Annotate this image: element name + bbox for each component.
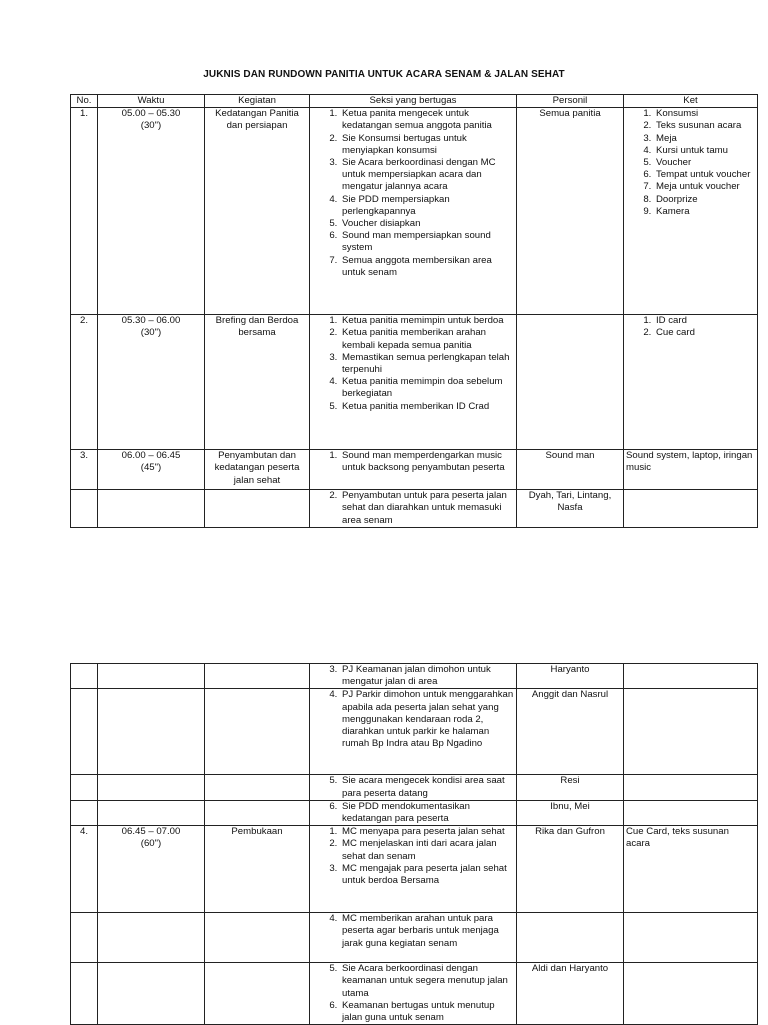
seksi-cell bbox=[310, 664, 517, 689]
ket-list bbox=[626, 315, 755, 339]
ket-cell bbox=[624, 664, 758, 689]
table-row bbox=[71, 108, 758, 315]
no-cell bbox=[71, 963, 98, 1025]
personil-cell bbox=[517, 490, 624, 528]
list-item: 2. Teks susunan acara bbox=[654, 120, 755, 132]
kegiatan-cell bbox=[205, 315, 310, 450]
seksi-cell bbox=[310, 913, 517, 963]
seksi-cell bbox=[310, 490, 517, 528]
personil-cell bbox=[517, 775, 624, 800]
duration: (30") bbox=[140, 327, 162, 339]
list-item: 3. Sie Acara berkoordinasi dengan MC untuk mempersiapkan acara dan mengatur jalannya acara bbox=[340, 157, 514, 194]
seksi-cell bbox=[310, 315, 517, 450]
seksi-list bbox=[312, 963, 514, 1024]
list-item: 1. Konsumsi bbox=[654, 108, 755, 120]
list-item: 6. Sound man mempersiapkan sound system bbox=[340, 230, 514, 254]
kegiatan-cell bbox=[205, 108, 310, 315]
list-item: 9. Kamera bbox=[654, 206, 755, 218]
header-seksi: Seksi yang bertugas bbox=[310, 95, 517, 108]
kegiatan-cell bbox=[205, 664, 310, 689]
list-item: 3. Meja bbox=[654, 133, 755, 145]
waktu-cell bbox=[98, 689, 205, 775]
header-waktu: Waktu bbox=[98, 95, 205, 108]
seksi-list bbox=[312, 664, 514, 688]
personnel: Ibnu, Mei bbox=[550, 800, 590, 812]
ket-cell bbox=[624, 775, 758, 800]
waktu-cell bbox=[98, 490, 205, 528]
list-item: 3. Memastikan semua perlengkapan telah terpenuhi bbox=[340, 352, 514, 376]
table-row bbox=[71, 826, 758, 913]
list-item: 7. Semua anggota membersikan area untuk senam bbox=[340, 255, 514, 279]
list-item: 6. Tempat untuk voucher bbox=[654, 169, 755, 181]
table-row bbox=[71, 450, 758, 490]
ket-cell bbox=[624, 913, 758, 963]
seksi-cell bbox=[310, 826, 517, 913]
list-item: 1. Ketua panitia memimpin untuk berdoa bbox=[340, 315, 514, 327]
list-item: 6. Sie PDD mendokumentasikan kedatangan para peserta bbox=[340, 801, 514, 825]
list-item: 1. Sound man memperdengarkan music untuk backsong penyambutan peserta bbox=[340, 450, 514, 474]
list-item: 5. Sie acara mengecek kondisi area saat para peserta datang bbox=[340, 775, 514, 799]
list-item: 4. PJ Parkir dimohon untuk menggarahkan apabila ada peserta jalan sehat yang menggunakan kendaraan roda 2, diarahkan untuk parkir ke halaman rumah Bp Indra atau Bp Ngadino bbox=[340, 689, 514, 750]
kegiatan-cell bbox=[205, 775, 310, 800]
ket-cell bbox=[624, 963, 758, 1025]
rundown-table-part-2 bbox=[70, 663, 758, 1025]
waktu-cell bbox=[98, 450, 205, 490]
time-range: 05.00 – 05.30 bbox=[121, 108, 181, 120]
ket-cell bbox=[624, 315, 758, 450]
personnel: Resi bbox=[560, 775, 580, 787]
row-number: 2. bbox=[79, 315, 88, 327]
ket-text: Sound system, laptop, iringan music bbox=[626, 450, 753, 474]
list-item: 4. Ketua panitia memimpin doa sebelum berkegiatan bbox=[340, 376, 514, 400]
list-item: 2. MC menjelaskan inti dari acara jalan sehat dan senam bbox=[340, 838, 514, 862]
rundown-table-part-1 bbox=[70, 94, 758, 528]
kegiatan-cell bbox=[205, 826, 310, 913]
list-item: 8. Doorprize bbox=[654, 194, 755, 206]
seksi-list bbox=[312, 913, 514, 950]
waktu-cell bbox=[98, 664, 205, 689]
row-number: 4. bbox=[79, 826, 88, 838]
seksi-cell bbox=[310, 689, 517, 775]
personil-cell bbox=[517, 800, 624, 825]
list-item: 5. Voucher disiapkan bbox=[340, 218, 514, 230]
list-item: 1. MC menyapa para peserta jalan sehat bbox=[340, 826, 514, 838]
seksi-cell bbox=[310, 450, 517, 490]
header-kegiatan: Kegiatan bbox=[205, 95, 310, 108]
personnel: Aldi dan Haryanto bbox=[531, 963, 609, 975]
header-row bbox=[71, 95, 758, 108]
personnel: Semua panitia bbox=[539, 108, 601, 120]
list-item: 2. Cue card bbox=[654, 327, 755, 339]
waktu-cell bbox=[98, 963, 205, 1025]
kegiatan-cell bbox=[205, 963, 310, 1025]
list-item: 3. MC mengajak para peserta jalan sehat untuk berdoa Bersama bbox=[340, 863, 514, 887]
personil-cell bbox=[517, 450, 624, 490]
list-item: 5. Ketua panitia memberikan ID Crad bbox=[340, 401, 514, 413]
activity: Kedatangan Panitia dan persiapan bbox=[215, 108, 299, 132]
document-title: JUKNIS DAN RUNDOWN PANITIA UNTUK ACARA SENAM & JALAN SEHAT bbox=[203, 69, 565, 80]
list-item: 1. ID card bbox=[654, 315, 755, 327]
list-item: 3. PJ Keamanan jalan dimohon untuk mengatur jalan di area bbox=[340, 664, 514, 688]
kegiatan-cell bbox=[205, 450, 310, 490]
list-item: 7. Meja untuk voucher bbox=[654, 181, 755, 193]
seksi-cell bbox=[310, 800, 517, 825]
activity: Pembukaan bbox=[231, 826, 283, 838]
waktu-cell bbox=[98, 826, 205, 913]
list-item: 6. Keamanan bertugas untuk menutup jalan guna untuk senam bbox=[340, 1000, 514, 1024]
row-number: 3. bbox=[79, 450, 88, 462]
table-row bbox=[71, 490, 758, 528]
table-row bbox=[71, 315, 758, 450]
ket-cell bbox=[624, 800, 758, 825]
seksi-list bbox=[312, 108, 514, 279]
personnel: Dyah, Tari, Lintang, Nasfa bbox=[528, 490, 612, 514]
no-cell bbox=[71, 664, 98, 689]
kegiatan-cell bbox=[205, 800, 310, 825]
personil-cell bbox=[517, 826, 624, 913]
personil-cell bbox=[517, 689, 624, 775]
seksi-list bbox=[312, 450, 514, 474]
no-cell bbox=[71, 689, 98, 775]
no-cell bbox=[71, 800, 98, 825]
duration: (60") bbox=[140, 838, 162, 850]
time-range: 06.00 – 06.45 bbox=[121, 450, 181, 462]
personil-cell bbox=[517, 913, 624, 963]
activity: Brefing dan Berdoa bersama bbox=[215, 315, 299, 339]
time-range: 05.30 – 06.00 bbox=[121, 315, 181, 327]
personnel: Sound man bbox=[545, 450, 595, 462]
waktu-cell bbox=[98, 775, 205, 800]
table-row bbox=[71, 800, 758, 825]
personil-cell bbox=[517, 108, 624, 315]
seksi-list bbox=[312, 689, 514, 750]
list-item: 5. Voucher bbox=[654, 157, 755, 169]
table-row bbox=[71, 775, 758, 800]
ket-cell bbox=[624, 689, 758, 775]
no-cell bbox=[71, 775, 98, 800]
personil-cell bbox=[517, 664, 624, 689]
no-cell bbox=[71, 315, 98, 450]
table-row bbox=[71, 963, 758, 1025]
seksi-list bbox=[312, 801, 514, 825]
seksi-list bbox=[312, 490, 514, 527]
time-range: 06.45 – 07.00 bbox=[121, 826, 181, 838]
ket-text: Cue Card, teks susunan acara bbox=[626, 826, 729, 850]
list-item: 5. Sie Acara berkoordinasi dengan keamanan untuk segera menutup jalan utama bbox=[340, 963, 514, 1000]
list-item: 4. Kursi untuk tamu bbox=[654, 145, 755, 157]
list-item: 2. Penyambutan untuk para peserta jalan sehat dan diarahkan untuk memasuki area senam bbox=[340, 490, 514, 527]
table-row bbox=[71, 664, 758, 689]
ket-list bbox=[626, 108, 755, 218]
kegiatan-cell bbox=[205, 490, 310, 528]
no-cell bbox=[71, 450, 98, 490]
no-cell bbox=[71, 490, 98, 528]
table-row bbox=[71, 689, 758, 775]
personnel: Anggit dan Nasrul bbox=[531, 689, 609, 701]
seksi-cell bbox=[310, 963, 517, 1025]
seksi-list bbox=[312, 826, 514, 887]
waktu-cell bbox=[98, 315, 205, 450]
personnel: Haryanto bbox=[550, 664, 590, 675]
ket-cell bbox=[624, 826, 758, 913]
list-item: 4. Sie PDD mempersiapkan perlengkapannya bbox=[340, 194, 514, 218]
seksi-cell bbox=[310, 108, 517, 315]
kegiatan-cell bbox=[205, 913, 310, 963]
ket-cell bbox=[624, 108, 758, 315]
duration: (45") bbox=[140, 462, 162, 474]
table-row bbox=[71, 913, 758, 963]
list-item: 4. MC memberikan arahan untuk para peserta agar berbaris untuk menjaga jarak guna kegiatan senam bbox=[340, 913, 514, 950]
waktu-cell bbox=[98, 913, 205, 963]
personil-cell bbox=[517, 963, 624, 1025]
list-item: 2. Sie Konsumsi bertugas untuk menyiapkan konsumsi bbox=[340, 133, 514, 157]
personil-cell bbox=[517, 315, 624, 450]
duration: (30") bbox=[140, 120, 162, 132]
header-personil: Personil bbox=[517, 95, 624, 108]
seksi-cell bbox=[310, 775, 517, 800]
waktu-cell bbox=[98, 108, 205, 315]
activity: Penyambutan dan kedatangan peserta jalan sehat bbox=[214, 450, 300, 486]
no-cell bbox=[71, 826, 98, 913]
ket-cell bbox=[624, 490, 758, 528]
waktu-cell bbox=[98, 800, 205, 825]
ket-cell bbox=[624, 450, 758, 490]
list-item: 1. Ketua panita mengecek untuk kedatangan semua anggota panitia bbox=[340, 108, 514, 132]
list-item: 2. Ketua panitia memberikan arahan kembali kepada semua panitia bbox=[340, 327, 514, 351]
header-ket: Ket bbox=[624, 95, 758, 108]
no-cell bbox=[71, 108, 98, 315]
seksi-list bbox=[312, 775, 514, 799]
header-no: No. bbox=[71, 95, 98, 108]
kegiatan-cell bbox=[205, 689, 310, 775]
personnel: Rika dan Gufron bbox=[535, 826, 605, 838]
row-number: 1. bbox=[79, 108, 88, 120]
no-cell bbox=[71, 913, 98, 963]
seksi-list bbox=[312, 315, 514, 413]
